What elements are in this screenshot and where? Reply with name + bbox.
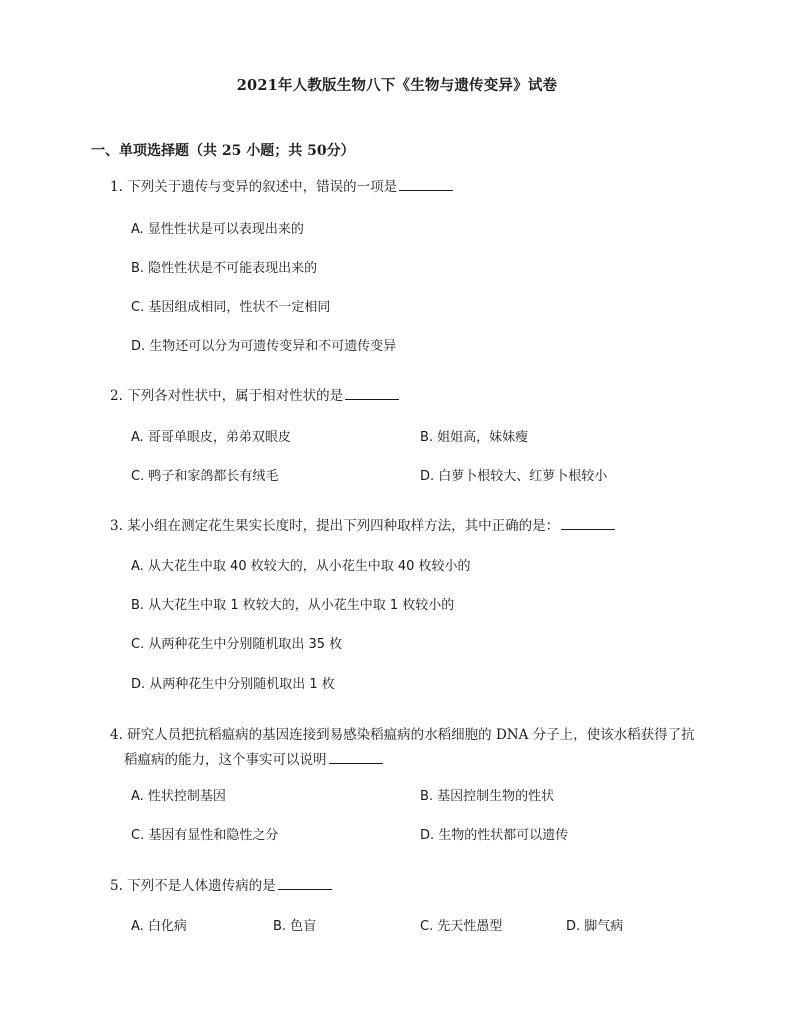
- q1-option-d: D. 生物还可以分为可遗传变异和不可遗传变异: [131, 339, 397, 354]
- question-3-stem: 3. 某小组在测定花生果实长度时，提出下列四种取样方法，其中正确的是：: [110, 518, 560, 534]
- q2-option-c: C. 鸭子和家鸽都长有绒毛: [131, 469, 279, 484]
- question-2-stem: 2. 下列各对性状中，属于相对性状的是: [110, 388, 344, 404]
- q5-option-b: B. 色盲: [273, 919, 317, 934]
- q3-option-d: D. 从两种花生中分别随机取出 1 枚: [131, 677, 335, 692]
- q1-option-c: C. 基因组成相同，性状不一定相同: [131, 300, 331, 315]
- question-5-stem: 5. 下列不是人体遗传病的是: [110, 878, 276, 894]
- question-5: [110, 875, 332, 897]
- q1-option-a: A. 显性性状是可以表现出来的: [131, 222, 304, 237]
- q5-option-a: A. 白化病: [131, 919, 187, 934]
- q3-option-b: B. 从大花生中取 1 枚较大的，从小花生中取 1 枚较小的: [131, 598, 455, 613]
- question-3: [110, 515, 615, 537]
- answer-blank: [345, 385, 399, 400]
- q2-option-b: B. 姐姐高，妹妹瘦: [420, 430, 529, 445]
- answer-blank: [329, 749, 383, 764]
- q5-option-d: D. 脚气病: [566, 919, 624, 934]
- q4-option-d: D. 生物的性状都可以遗传: [420, 828, 569, 843]
- answer-blank: [399, 176, 453, 191]
- question-4: [110, 724, 695, 746]
- question-2: [110, 385, 399, 407]
- question-4-stem: 4. 研究人员把抗稻瘟病的基因连接到易感染稻瘟病的水稻细胞的 DNA 分子上，使该水稻获得了抗: [110, 727, 695, 743]
- q4-option-b: B. 基因控制生物的性状: [420, 789, 555, 804]
- q1-option-b: B. 隐性性状是不可能表现出来的: [131, 261, 318, 276]
- q3-option-c: C. 从两种花生中分别随机取出 35 枚: [131, 637, 343, 652]
- answer-blank: [561, 515, 615, 530]
- q4-option-c: C. 基因有显性和隐性之分: [131, 828, 279, 843]
- page-title: 2021年人教版生物八下《生物与遗传变异》试卷: [236, 77, 558, 94]
- question-1-stem: 1. 下列关于遗传与变异的叙述中，错误的一项是: [110, 179, 398, 195]
- q5-option-c: C. 先天性愚型: [420, 919, 503, 934]
- question-4-continued: [124, 748, 383, 768]
- question-4-stem-cont: 稻瘟病的能力，这个事实可以说明: [124, 752, 327, 768]
- q2-option-d: D. 白萝卜根较大、红萝卜根较小: [420, 469, 608, 484]
- answer-blank: [278, 875, 332, 890]
- q3-option-a: A. 从大花生中取 40 枚较大的，从小花生中取 40 枚较小的: [131, 559, 471, 574]
- question-1: [110, 176, 453, 198]
- q2-option-a: A. 哥哥单眼皮，弟弟双眼皮: [131, 430, 291, 445]
- q4-option-a: A. 性状控制基因: [131, 789, 226, 804]
- section-heading: 一、单项选择题（共 25 小题；共 50分）: [91, 143, 355, 159]
